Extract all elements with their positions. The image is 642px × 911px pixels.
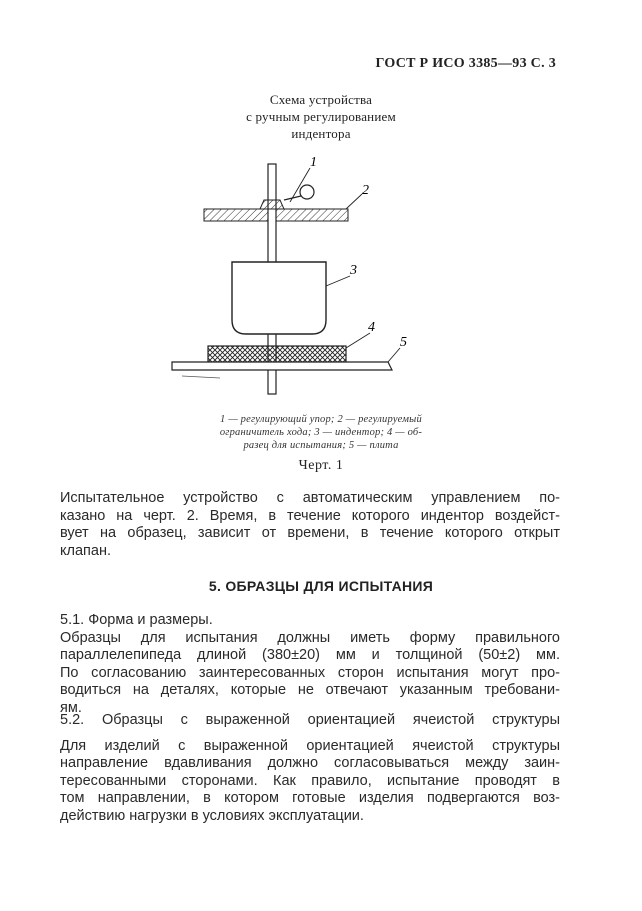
text-line: Образцы для испытания должны иметь форму правильного [60, 629, 560, 646]
leader-2 [346, 194, 362, 209]
leader-4 [346, 333, 370, 348]
scan-mark [182, 376, 220, 378]
adjusting-stop [260, 200, 284, 209]
leader-5 [388, 348, 400, 362]
stop-knob [300, 185, 314, 199]
base-plate [172, 362, 392, 370]
text-line: том направлении, в котором готовые изделия подвергаются воз- [60, 790, 560, 806]
label-2: 2 [362, 183, 369, 198]
intro-paragraph [60, 490, 560, 560]
text-line: водиться на деталях, которые не отвечают указанным требовани- [60, 682, 560, 698]
text-line: направление вдавливания должно согласовываться между заин- [60, 755, 560, 771]
label-1: 1 [310, 155, 317, 170]
paragraph-5-2 [60, 712, 560, 825]
device-diagram [160, 150, 430, 420]
section-title: 5. ОБРАЗЦЫ ДЛЯ ИСПЫТАНИЯ [208, 578, 434, 594]
figure-number: Черт. 1 [298, 458, 344, 473]
text-line: вует на образец, зависит от времени, в течение которого открыт [60, 525, 560, 541]
text-line: ям. [60, 699, 82, 716]
legend-line: разец для испытания; 5 — плита [243, 440, 399, 451]
text-line: тересованными сторонами. Как правило, испытание проводят в [60, 772, 560, 789]
paragraph-5-1 [60, 612, 560, 717]
text-line: По согласованию заинтересованных сторон испытания могут про- [60, 664, 560, 681]
label-3: 3 [350, 263, 357, 278]
caption-line: с ручным регулированием [246, 109, 396, 124]
label-5: 5 [400, 335, 407, 350]
legend-line: ограничитель хода; 3 — индентор; 4 — об- [219, 427, 423, 438]
text-line: действию нагрузки в условиях эксплуатации. [60, 807, 364, 824]
text-line: параллелепипеда длиной (380±20) мм и толщиной (50±2) мм. [60, 647, 560, 663]
caption-line: индентора [291, 126, 351, 141]
paragraph-heading: 5.2. Образцы с выраженной ориентацией ячеистой структуры [60, 712, 560, 728]
leader-3 [326, 276, 350, 286]
test-specimen [208, 346, 346, 362]
label-4: 4 [368, 320, 375, 335]
text-line: казано на черт. 2. Время, в течение которого индентор воздейст- [60, 507, 560, 524]
limiter-plate-right [276, 209, 348, 221]
caption-line: Схема устройства [269, 92, 373, 107]
page-header: ГОСТ Р ИСО 3385—93 С. 3 [375, 56, 556, 71]
paragraph-heading: 5.1. Форма и размеры. [60, 612, 213, 628]
text-line: Испытательное устройство с автоматическим управлением по- [60, 490, 560, 506]
limiter-plate-left [204, 209, 268, 221]
legend-line: 1 — регулирующий упор; 2 — регулируемый [220, 414, 422, 425]
indentor-body [232, 262, 326, 334]
text-line: клапан. [60, 542, 111, 559]
text-line: Для изделий с выраженной ориентацией ячеистой структуры [60, 737, 560, 754]
